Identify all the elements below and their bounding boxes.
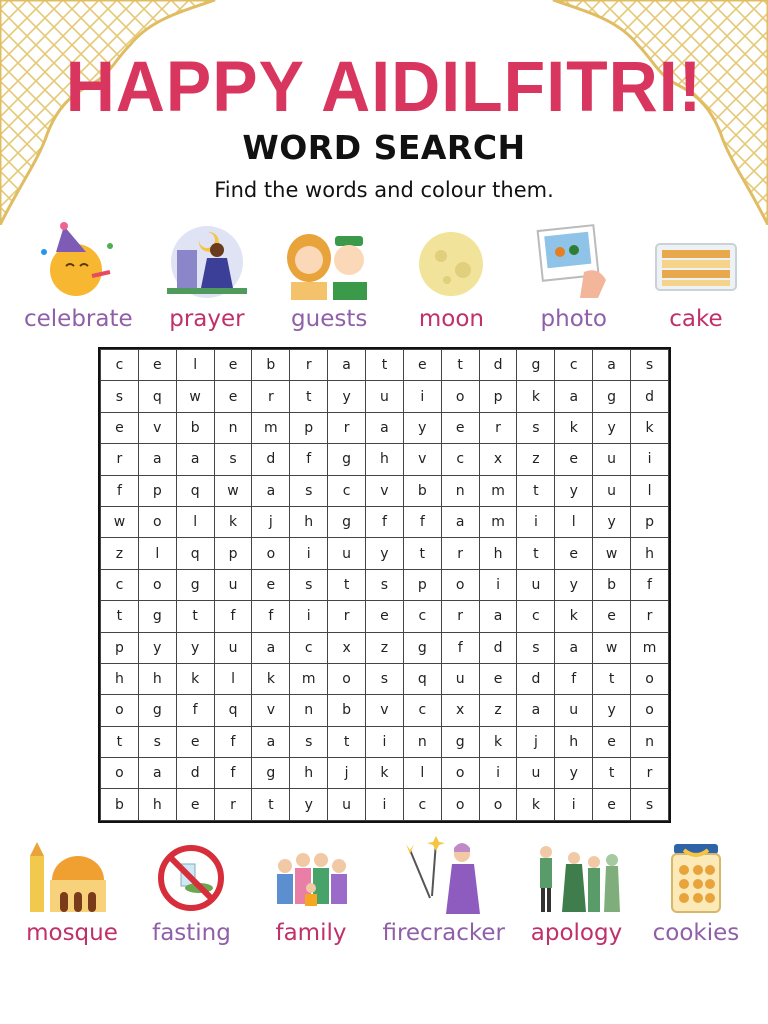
grid-cell[interactable]: h [290, 758, 328, 789]
grid-cell[interactable]: w [176, 381, 214, 412]
grid-cell[interactable]: y [366, 538, 404, 569]
grid-cell[interactable]: g [328, 444, 366, 475]
grid-cell[interactable]: a [441, 506, 479, 537]
word-item-cookies [648, 836, 744, 948]
word-search-grid [98, 347, 671, 823]
grid-cell[interactable]: v [138, 412, 176, 443]
grid-cell[interactable]: f [252, 601, 290, 632]
grid-cell[interactable]: u [555, 695, 593, 726]
word-label: mosque [26, 920, 118, 946]
grid-cell[interactable]: c [403, 789, 441, 821]
grid-cell[interactable]: m [479, 506, 517, 537]
grid-cell[interactable]: c [101, 350, 139, 381]
word-label: photo [540, 306, 607, 332]
grid-cell[interactable]: a [555, 632, 593, 663]
grid-cell[interactable]: q [214, 695, 252, 726]
guests-children-icon [281, 222, 377, 302]
grid-row [101, 381, 669, 412]
grid-cell[interactable]: o [138, 506, 176, 537]
grid-row [101, 475, 669, 506]
grid-cell[interactable]: h [101, 663, 139, 694]
grid-cell[interactable]: i [290, 538, 328, 569]
grid-cell[interactable]: f [631, 569, 669, 600]
grid-cell[interactable]: y [555, 569, 593, 600]
grid-cell[interactable]: r [328, 601, 366, 632]
grid-cell[interactable]: i [555, 789, 593, 821]
grid-cell[interactable]: s [366, 569, 404, 600]
top-word-list [24, 222, 744, 334]
grid-cell[interactable]: f [290, 444, 328, 475]
grid-cell[interactable]: e [441, 412, 479, 443]
full-moon-icon [403, 222, 499, 302]
grid-cell[interactable]: h [290, 506, 328, 537]
grid-cell[interactable]: s [138, 726, 176, 757]
grid-cell[interactable]: r [290, 350, 328, 381]
grid-cell[interactable]: o [252, 538, 290, 569]
grid-cell[interactable]: n [441, 475, 479, 506]
grid-cell[interactable]: y [328, 381, 366, 412]
grid-cell[interactable]: f [214, 601, 252, 632]
grid-cell[interactable]: e [252, 569, 290, 600]
grid-cell[interactable]: c [441, 444, 479, 475]
grid-cell[interactable]: v [366, 695, 404, 726]
grid-cell[interactable]: j [328, 758, 366, 789]
grid-cell[interactable]: b [593, 569, 631, 600]
grid-cell[interactable]: a [479, 601, 517, 632]
grid-cell[interactable]: h [138, 663, 176, 694]
grid-cell[interactable]: j [252, 506, 290, 537]
grid-cell[interactable]: g [252, 758, 290, 789]
page-title: HAPPY AIDILFITRI! [65, 47, 703, 127]
grid-cell[interactable]: x [441, 695, 479, 726]
photo-print-icon [526, 222, 622, 302]
word-label: fasting [152, 920, 231, 946]
cookie-jar-icon [648, 836, 744, 916]
grid-cell[interactable]: o [328, 663, 366, 694]
grid-cell[interactable]: d [479, 632, 517, 663]
grid-cell[interactable]: u [517, 758, 555, 789]
grid-cell[interactable]: h [366, 444, 404, 475]
grid-cell[interactable]: i [631, 444, 669, 475]
grid-cell[interactable]: d [252, 444, 290, 475]
grid-cell[interactable]: p [631, 506, 669, 537]
word-label: apology [530, 920, 623, 946]
grid-cell[interactable]: w [593, 632, 631, 663]
grid-cell[interactable]: i [290, 601, 328, 632]
grid-cell[interactable]: z [517, 444, 555, 475]
grid-cell[interactable]: y [555, 758, 593, 789]
grid-cell[interactable]: r [252, 381, 290, 412]
grid-cell[interactable]: k [214, 506, 252, 537]
grid-cell[interactable]: o [631, 663, 669, 694]
grid-table [100, 349, 669, 821]
grid-cell[interactable]: s [290, 475, 328, 506]
grid-cell[interactable]: e [366, 601, 404, 632]
grid-cell[interactable]: u [441, 663, 479, 694]
grid-cell[interactable]: e [101, 412, 139, 443]
word-label: guests [291, 306, 368, 332]
grid-cell[interactable]: a [138, 758, 176, 789]
grid-cell[interactable]: z [479, 695, 517, 726]
grid-cell[interactable]: b [403, 475, 441, 506]
grid-cell[interactable]: e [593, 601, 631, 632]
grid-cell[interactable]: s [517, 632, 555, 663]
grid-cell[interactable]: n [403, 726, 441, 757]
bottom-word-list [24, 836, 744, 948]
grid-cell[interactable]: n [631, 726, 669, 757]
grid-cell[interactable]: l [555, 506, 593, 537]
grid-cell[interactable]: e [214, 381, 252, 412]
word-label: firecracker [382, 920, 505, 946]
grid-cell[interactable]: g [328, 506, 366, 537]
grid-cell[interactable]: t [328, 569, 366, 600]
grid-cell[interactable]: n [290, 695, 328, 726]
grid-cell[interactable]: b [176, 412, 214, 443]
grid-cell[interactable]: s [631, 789, 669, 821]
grid-cell[interactable]: s [366, 663, 404, 694]
grid-cell[interactable]: e [593, 726, 631, 757]
grid-cell[interactable]: i [479, 758, 517, 789]
grid-cell[interactable]: o [631, 695, 669, 726]
word-item-firecracker [382, 836, 505, 948]
grid-row [101, 789, 669, 821]
grid-cell[interactable]: s [290, 569, 328, 600]
grid-cell[interactable]: g [593, 381, 631, 412]
grid-cell[interactable]: a [366, 412, 404, 443]
grid-cell[interactable]: t [252, 789, 290, 821]
grid-cell[interactable]: y [290, 789, 328, 821]
grid-cell[interactable]: k [252, 663, 290, 694]
grid-cell[interactable]: t [593, 663, 631, 694]
grid-cell[interactable]: p [214, 538, 252, 569]
layer-cake-icon [648, 222, 744, 302]
instructions: Find the words and colour them. [214, 178, 554, 202]
grid-cell[interactable]: a [593, 350, 631, 381]
grid-cell[interactable]: o [441, 789, 479, 821]
grid-row [101, 726, 669, 757]
grid-cell[interactable]: p [479, 381, 517, 412]
grid-cell[interactable]: s [517, 412, 555, 443]
grid-cell[interactable]: q [138, 381, 176, 412]
grid-cell[interactable]: i [517, 506, 555, 537]
grid-cell[interactable]: m [631, 632, 669, 663]
grid-row [101, 663, 669, 694]
grid-cell[interactable]: y [555, 475, 593, 506]
grid-cell[interactable]: c [290, 632, 328, 663]
grid-cell[interactable]: a [252, 726, 290, 757]
grid-cell[interactable]: r [441, 601, 479, 632]
grid-cell[interactable]: h [555, 726, 593, 757]
grid-cell[interactable]: l [138, 538, 176, 569]
grid-cell[interactable]: s [214, 444, 252, 475]
grid-cell[interactable]: g [441, 726, 479, 757]
grid-cell[interactable]: e [593, 789, 631, 821]
grid-cell[interactable]: r [101, 444, 139, 475]
grid-cell[interactable]: h [138, 789, 176, 821]
grid-cell[interactable]: t [403, 538, 441, 569]
grid-row [101, 538, 669, 569]
grid-row [101, 444, 669, 475]
grid-cell[interactable]: o [138, 569, 176, 600]
grid-cell[interactable]: a [555, 381, 593, 412]
grid-cell[interactable]: r [441, 538, 479, 569]
grid-cell[interactable]: r [631, 758, 669, 789]
grid-cell[interactable]: m [290, 663, 328, 694]
grid-cell[interactable]: g [517, 350, 555, 381]
word-item-family [263, 836, 359, 948]
grid-row [101, 695, 669, 726]
grid-cell[interactable]: k [555, 412, 593, 443]
grid-cell[interactable]: i [366, 726, 404, 757]
grid-cell[interactable]: p [290, 412, 328, 443]
grid-cell[interactable]: f [403, 506, 441, 537]
grid-cell[interactable]: a [252, 632, 290, 663]
grid-cell[interactable]: p [101, 632, 139, 663]
grid-cell[interactable]: u [328, 789, 366, 821]
grid-cell[interactable]: k [517, 381, 555, 412]
grid-cell[interactable]: e [176, 789, 214, 821]
word-label: cookies [652, 920, 740, 946]
grid-row [101, 412, 669, 443]
grid-row [101, 758, 669, 789]
grid-cell[interactable]: f [214, 726, 252, 757]
grid-cell[interactable]: e [555, 444, 593, 475]
grid-cell[interactable]: x [479, 444, 517, 475]
sparkler-person-icon [396, 836, 492, 916]
grid-cell[interactable]: l [214, 663, 252, 694]
grid-cell[interactable]: t [101, 726, 139, 757]
grid-cell[interactable]: w [101, 506, 139, 537]
grid-cell[interactable]: t [517, 475, 555, 506]
grid-cell[interactable]: a [252, 475, 290, 506]
grid-cell[interactable]: x [328, 632, 366, 663]
grid-cell[interactable]: a [328, 350, 366, 381]
grid-cell[interactable]: z [101, 538, 139, 569]
grid-row [101, 506, 669, 537]
grid-cell[interactable]: s [631, 350, 669, 381]
grid-cell[interactable]: h [631, 538, 669, 569]
grid-cell[interactable]: m [252, 412, 290, 443]
grid-cell[interactable]: d [517, 663, 555, 694]
grid-cell[interactable]: g [176, 569, 214, 600]
grid-cell[interactable]: t [176, 601, 214, 632]
grid-cell[interactable]: i [403, 381, 441, 412]
grid-cell[interactable]: d [479, 350, 517, 381]
word-item-photo [526, 222, 622, 334]
grid-cell[interactable]: y [403, 412, 441, 443]
grid-cell[interactable]: j [517, 726, 555, 757]
grid-row [101, 350, 669, 381]
grid-row [101, 601, 669, 632]
grid-cell[interactable]: w [593, 538, 631, 569]
grid-cell[interactable]: v [366, 475, 404, 506]
grid-cell[interactable]: q [403, 663, 441, 694]
grid-cell[interactable]: o [479, 789, 517, 821]
grid-cell[interactable]: l [176, 506, 214, 537]
grid-cell[interactable]: y [593, 506, 631, 537]
grid-cell[interactable]: u [517, 569, 555, 600]
grid-cell[interactable]: c [101, 569, 139, 600]
grid-cell[interactable]: a [138, 444, 176, 475]
word-label: cake [669, 306, 723, 332]
grid-cell[interactable]: o [441, 758, 479, 789]
grid-cell[interactable]: b [101, 789, 139, 821]
grid-cell[interactable]: v [403, 444, 441, 475]
grid-cell[interactable]: t [290, 381, 328, 412]
grid-row [101, 569, 669, 600]
grid-cell[interactable]: y [593, 412, 631, 443]
grid-cell[interactable]: u [328, 538, 366, 569]
grid-cell[interactable]: o [101, 758, 139, 789]
grid-cell[interactable]: q [176, 538, 214, 569]
grid-cell[interactable]: t [366, 350, 404, 381]
grid-cell[interactable]: f [176, 695, 214, 726]
grid-cell[interactable]: a [517, 695, 555, 726]
grid-cell[interactable]: u [593, 475, 631, 506]
word-item-prayer [159, 222, 255, 334]
grid-cell[interactable]: g [138, 601, 176, 632]
mosque-icon [24, 836, 120, 916]
grid-cell[interactable]: k [479, 726, 517, 757]
grid-cell[interactable]: t [328, 726, 366, 757]
grid-cell[interactable]: r [631, 601, 669, 632]
grid-cell[interactable]: y [593, 695, 631, 726]
grid-cell[interactable]: f [555, 663, 593, 694]
grid-cell[interactable]: r [479, 412, 517, 443]
grid-cell[interactable]: c [403, 601, 441, 632]
grid-row [101, 632, 669, 663]
word-item-fasting [143, 836, 239, 948]
grid-cell[interactable]: g [403, 632, 441, 663]
word-item-moon [403, 222, 499, 334]
grid-cell[interactable]: r [214, 789, 252, 821]
grid-cell[interactable]: i [479, 569, 517, 600]
praying-person-icon [159, 222, 255, 302]
grid-cell[interactable]: o [441, 381, 479, 412]
grid-cell[interactable]: i [366, 789, 404, 821]
grid-cell[interactable]: v [252, 695, 290, 726]
grid-cell[interactable]: e [555, 538, 593, 569]
apology-handshake-icon [528, 836, 624, 916]
grid-cell[interactable]: m [479, 475, 517, 506]
page-subtitle: WORD SEARCH [242, 128, 526, 167]
grid-cell[interactable]: y [138, 632, 176, 663]
grid-cell[interactable]: d [631, 381, 669, 412]
word-label: celebrate [24, 306, 133, 332]
grid-cell[interactable]: y [176, 632, 214, 663]
word-label: family [275, 920, 347, 946]
grid-cell[interactable]: s [290, 726, 328, 757]
word-item-apology [528, 836, 624, 948]
grid-cell[interactable]: h [479, 538, 517, 569]
grid-cell[interactable]: c [517, 601, 555, 632]
grid-cell[interactable]: l [403, 758, 441, 789]
grid-cell[interactable]: b [328, 695, 366, 726]
grid-cell[interactable]: t [593, 758, 631, 789]
grid-cell[interactable]: o [101, 695, 139, 726]
grid-cell[interactable]: d [176, 758, 214, 789]
grid-cell[interactable]: l [631, 475, 669, 506]
grid-cell[interactable]: u [593, 444, 631, 475]
grid-cell[interactable]: k [366, 758, 404, 789]
word-item-mosque [24, 836, 120, 948]
grid-cell[interactable]: k [517, 789, 555, 821]
no-eating-icon [143, 836, 239, 916]
word-label: prayer [169, 306, 245, 332]
grid-cell[interactable]: f [214, 758, 252, 789]
party-emoji-icon [30, 222, 126, 302]
family-group-icon [263, 836, 359, 916]
grid-cell[interactable]: o [441, 569, 479, 600]
grid-cell[interactable]: s [101, 381, 139, 412]
grid-cell[interactable]: c [555, 350, 593, 381]
grid-cell[interactable]: p [138, 475, 176, 506]
word-item-guests [281, 222, 377, 334]
word-item-celebrate [24, 222, 133, 334]
grid-cell[interactable]: e [403, 350, 441, 381]
grid-cell[interactable]: e [138, 350, 176, 381]
grid-cell[interactable]: t [517, 538, 555, 569]
grid-cell[interactable]: t [441, 350, 479, 381]
grid-cell[interactable]: f [441, 632, 479, 663]
grid-cell[interactable]: k [176, 663, 214, 694]
grid-cell[interactable]: f [366, 506, 404, 537]
grid-cell[interactable]: a [176, 444, 214, 475]
word-label: moon [418, 306, 485, 332]
grid-cell[interactable]: w [214, 475, 252, 506]
grid-cell[interactable]: l [176, 350, 214, 381]
grid-cell[interactable]: u [214, 632, 252, 663]
grid-cell[interactable]: e [479, 663, 517, 694]
grid-cell[interactable]: f [101, 475, 139, 506]
grid-cell[interactable]: e [214, 350, 252, 381]
grid-cell[interactable]: c [328, 475, 366, 506]
grid-cell[interactable]: u [214, 569, 252, 600]
grid-cell[interactable]: e [176, 726, 214, 757]
grid-cell[interactable]: t [101, 601, 139, 632]
grid-cell[interactable]: k [631, 412, 669, 443]
grid-cell[interactable]: n [214, 412, 252, 443]
grid-cell[interactable]: b [252, 350, 290, 381]
word-item-cake [648, 222, 744, 334]
grid-cell[interactable]: c [403, 695, 441, 726]
grid-cell[interactable]: q [176, 475, 214, 506]
grid-cell[interactable]: p [403, 569, 441, 600]
grid-cell[interactable]: k [555, 601, 593, 632]
grid-cell[interactable]: z [366, 632, 404, 663]
grid-cell[interactable]: u [366, 381, 404, 412]
grid-cell[interactable]: r [328, 412, 366, 443]
grid-cell[interactable]: g [138, 695, 176, 726]
